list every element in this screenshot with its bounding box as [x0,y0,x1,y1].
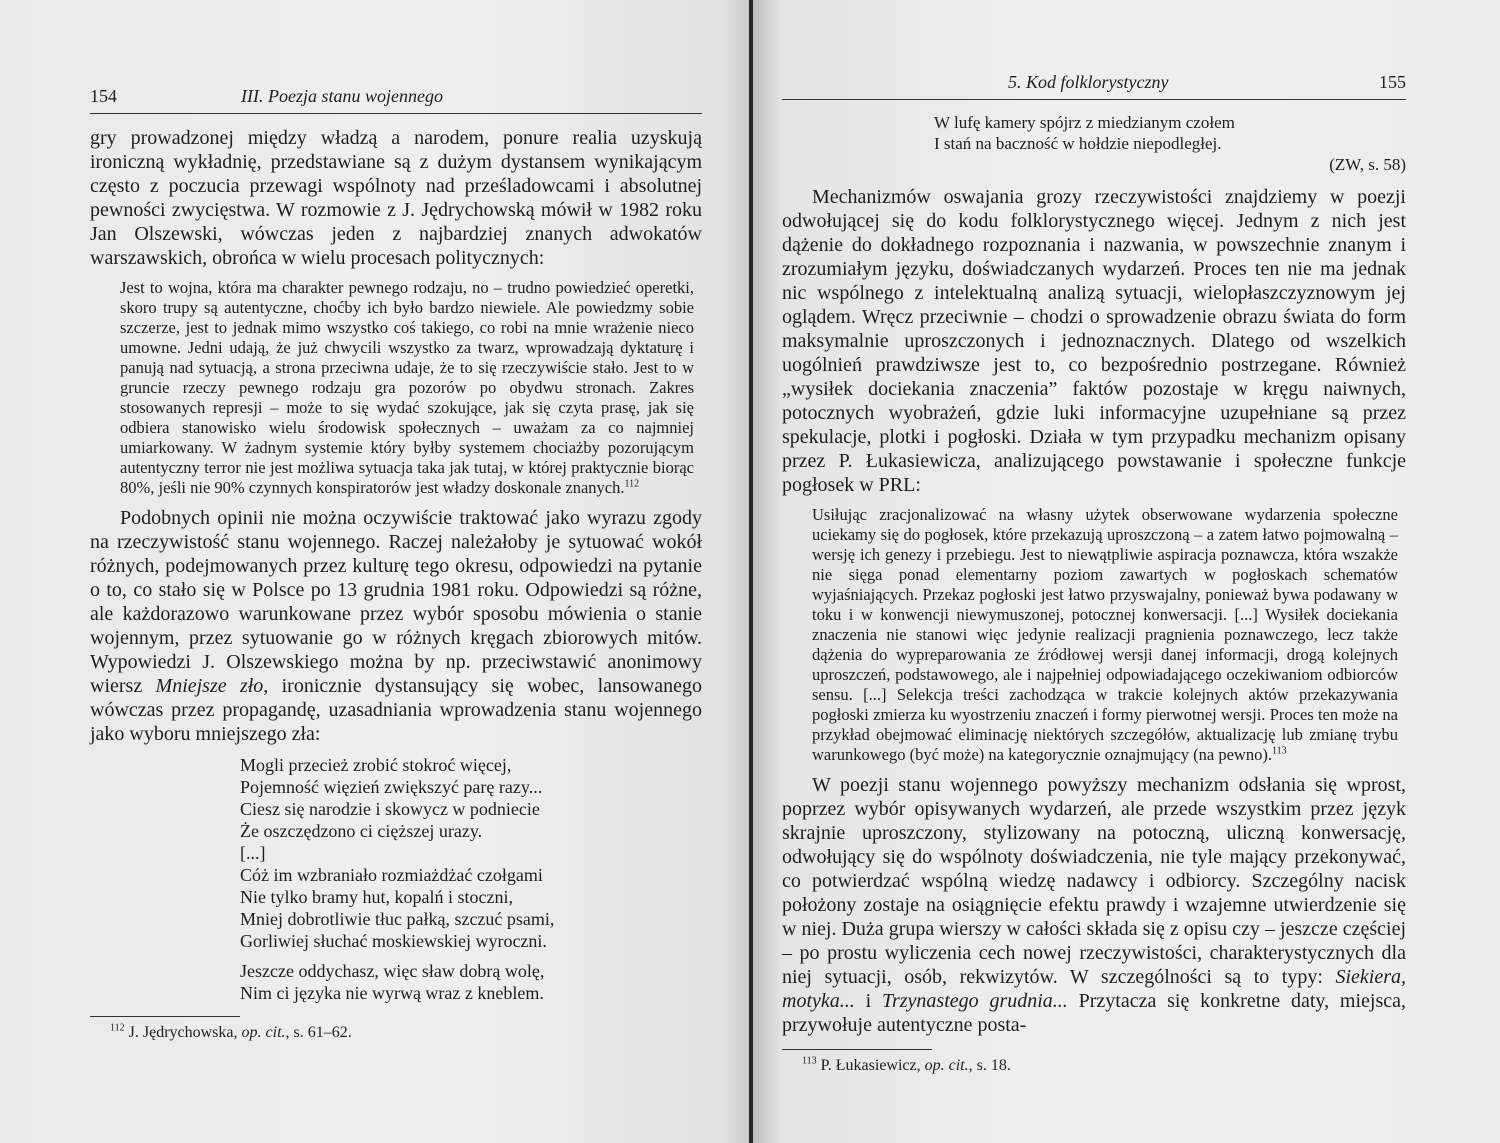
paragraph [782,773,1406,1037]
footnote-number: 113 [802,1055,817,1067]
poem-line: Gorliwiej słuchać moskiewskiej wyroczni. [240,931,547,951]
epigraph [934,112,1406,175]
footnote-rule [90,1016,240,1017]
epigraph-line: I stań na baczność w hołdzie niepodległej. [934,134,1222,153]
page-number: 155 [1379,72,1406,92]
block-quote [120,278,694,498]
poem-line: Cóż im wzbraniało rozmiażdżać czołgami [240,865,543,885]
poem-stanza [240,960,702,1004]
poem-line: Mniej dobrotliwie tłuc pałką, szczuć psami, [240,909,555,929]
right-page [752,0,1500,1143]
footnote [110,1023,702,1043]
poem-title: Mniejsze zło [155,675,264,697]
paragraph-text: Przytacza się konkretne daty, miejsca, przywołuje autentyczne posta- [782,990,1406,1036]
quote-text: Usiłując zracjonalizować na własny użytek obserwowane wydarzenia społeczne uciekamy się do pogłosek, które przekazują uproszczoną – a zatem łatwo pojmowalną – wersję ich genezy i przebiegu. Jest to niewątpliwie aspiracja poznawcza, która wszakże nie sięga ponad elementarny poziom zawartych w pogłoskach schematów wyjaśniających. Przekaz pogłoski jest łatwo przyswajalny, ponieważ bywa podawany w toku i w konwencji niewymuszonej, potocznej konwersacji. [...] Wysiłek dociekania znaczenia nie stanowi więc jedynie realizacji pragnienia poznawczego, lecz także dążenia do wypreparowania ze źródłowej wersji danej informacji, drogą kolejnych uproszczeń, podstawowego, ale i najpełniej odpowiadającego oczekiwaniom odbiorców sensu. [...] Selekcja treści zachodząca w trakcie kolejnych aktów przekazywania pogłoski zmierza ku wyostrzeniu znaczeń i formy pierwotnej wersji. Proces ten może na przykład obejmować eliminację niektórych szczegółów, aktualizację lub zmianę trybu warunkowego (być może) na kategorycznie oznajmujący (na pewno). [812,505,1398,764]
paragraph-text: W poezji stanu wojennego powyższy mechanizm odsłania się wprost, poprzez wybór opisywanych wydarzeń, ale przede wszystkim przez język skrajnie uproszczony, stylizowany na potoczną, uliczną konwersację, odwołujący się do wspólnoty doświadczenia, nie tyle mający przekonywać, co potwierdzać wspólną wiedzę nadawcy i odbiorcy. Szczególny nacisk położony zostaje na osiągnięcie efektu prawdy i wzajemne utwierdzenie się w niej. Duża grupa wierszy w całości składa się z opisu czy – jeszcze częściej – po prostu wyliczenia cech nowej rzeczywistości, charakterystycznych dla niej sytuacji, osób, rekwizytów. W szczególności są to typy: [782,774,1406,988]
poem-stanza [240,754,702,952]
epigraph-source: (ZW, s. 58) [1329,155,1406,174]
paragraph [90,506,702,746]
footnote-text: , s. 18. [968,1057,1011,1074]
quote-text: Jest to wojna, która ma charakter pewnego rodzaju, no – trudno powiedzieć operetki, skoro trupy są autentyczne, choćby ich było bardzo niewiele. Ale powiedzmy sobie szczerze, jest to jednak mimo wszystko coś takiego, co robi na mnie wrażenie nieco umowne. Jedni udają, że już chwycili wszystko za twarz, wprowadzają dyktaturę i panują nad sytuacją, a strona przeciwna udaje, że to się rzeczywiście stało. Jest to w gruncie rzeczy pewnego rodzaju gra pozorów po obydwu stronach. Zakres stosowanych represji – może to się wydać szokujące, jak się czyta prasę, jak się odbiera stanowisko wielu środowisk społecznych – uważam za co najmniej umiarkowany. W żadnym systemie który byłby systemem chociażby pozorującym autentyczny terror nie jest możliwa sytuacja taka jak tutaj, w której praktycznie biorąc 80%, jeśli nie 90% czynnych konspiratorów jest władzy doskonale znanych. [120,278,694,497]
footnote-number: 112 [110,1022,125,1034]
footnote-rule [782,1049,932,1050]
poem-line: Że oszczędzono ci cięższej urazy. [240,821,483,841]
paragraph: Mechanizmów oswajania grozy rzeczywistości znajdziemy w poezji odwołującej się do kodu folklorystycznego więcej. Jednym z nich jest dążenie do dokładnego rozpoznania i nazwania, w powszechnie znanym i zrozumiałym języku, doświadczanych wydarzeń. Proces ten nie ma jednak nic wspólnego z intelektualną analizą sytuacji, wielopłaszczyznowym jej oglądem. Wręcz przeciwnie – chodzi o sprowadzenie obrazu świata do form maksymalnie uproszczonych i jednoznacznych. Dlatego od wszelkich uogólnień prawdziwsze jest to, co bezpośrednio postrzegane. Również „wysiłek dociekania znaczenia” faktów pozostaje w kręgu naiwnych, potocznych wyobrażeń, gdzie luki informacyjne uzupełniane są przez spekulacje, plotki i pogłoski. Działa w tym przypadku mechanizm opisany przez P. Łukasiewicza, analizującego powstawanie i społeczne funkcje pogłosek w PRL: [782,186,1406,496]
running-title: III. Poezja stanu wojennego [241,86,443,106]
poem-line: Pojemność więzień zwiększyć parę razy... [240,777,543,797]
footnote-abbrev: op. cit. [241,1024,286,1041]
running-head-right [782,72,1406,100]
poem-title: Trzynastego grudnia... [881,990,1068,1012]
running-title: 5. Kod folklorystyczny [1008,72,1169,92]
paragraph-text: Podobnych opinii nie można oczywiście traktować jako wyrazu zgody na rzeczywistość stanu wojennego. Raczej należałoby je sytuować wokół różnych, podejmowanych przez kulturę tego okresu, odpowiedzi na pytanie o to, co stało się w Polsce po 13 grudnia 1981 roku. Odpowiedzi są różne, ale każdorazowo warunkowane przez wybór sposobu mówienia o stanie wojennym, przez sytuowanie go w różnych kręgach zbiorowych mitów. Wypowiedzi J. Olszewskiego można by np. przeciwstawić anonimowy wiersz [90,507,702,697]
page-number: 154 [90,86,117,106]
poem-line: Nim ci języka nie wyrwą wraz z kneblem. [240,983,544,1003]
block-quote [812,505,1398,765]
footnote-text: J. Jędrychowska, [124,1024,242,1041]
poem-line: Mogli przecież zrobić stokroć więcej, [240,755,512,775]
footnote-text: P. Łukasiewicz, [816,1057,925,1074]
book-gutter [749,0,753,1143]
running-head-left [90,86,702,114]
poem-line: Ciesz się narodzie i skowycz w podniecie [240,799,540,819]
poem-line: Jeszcze oddychasz, więc sław dobrą wolę, [240,961,545,981]
poem-title: Siekiera, motyka... [782,966,1406,1012]
poem [240,754,702,1004]
footnote-ref: 112 [624,478,640,490]
footnote-abbrev: op. cit. [924,1057,969,1074]
footnote [802,1056,1406,1076]
paragraph-text: i [854,990,882,1012]
footnote-text: , s. 61–62. [285,1024,352,1041]
paragraph: gry prowadzonej między władzą a narodem, ponure realia uzyskują ironiczną wykładnię, przedstawiane są z dużym dystansem wynikającym często z poczucia przewagi wspólnoty nad prześladowcami i absolutnej pewności zwycięstwa. W rozmowie z J. Jędrychowską mówił w 1982 roku Jan Olszewski, wówczas jeden z najbardziej znanych adwokatów warszawskich, obrońca w wielu procesach politycznych: [90,127,702,269]
paragraph-text: , ironicznie dystansujący się wobec, lansowanego wówczas przez propagandę, uzasadniania wprowadzenia stanu wojennego jako wyboru mniejszego zła: [90,675,703,745]
poem-line: Nie tylko bramy hut, kopalń i stoczni, [240,887,513,907]
poem-line: [...] [240,843,266,863]
footnote-ref: 113 [1271,745,1287,757]
epigraph-line: W lufę kamery spójrz z miedzianym czołem [934,113,1235,132]
